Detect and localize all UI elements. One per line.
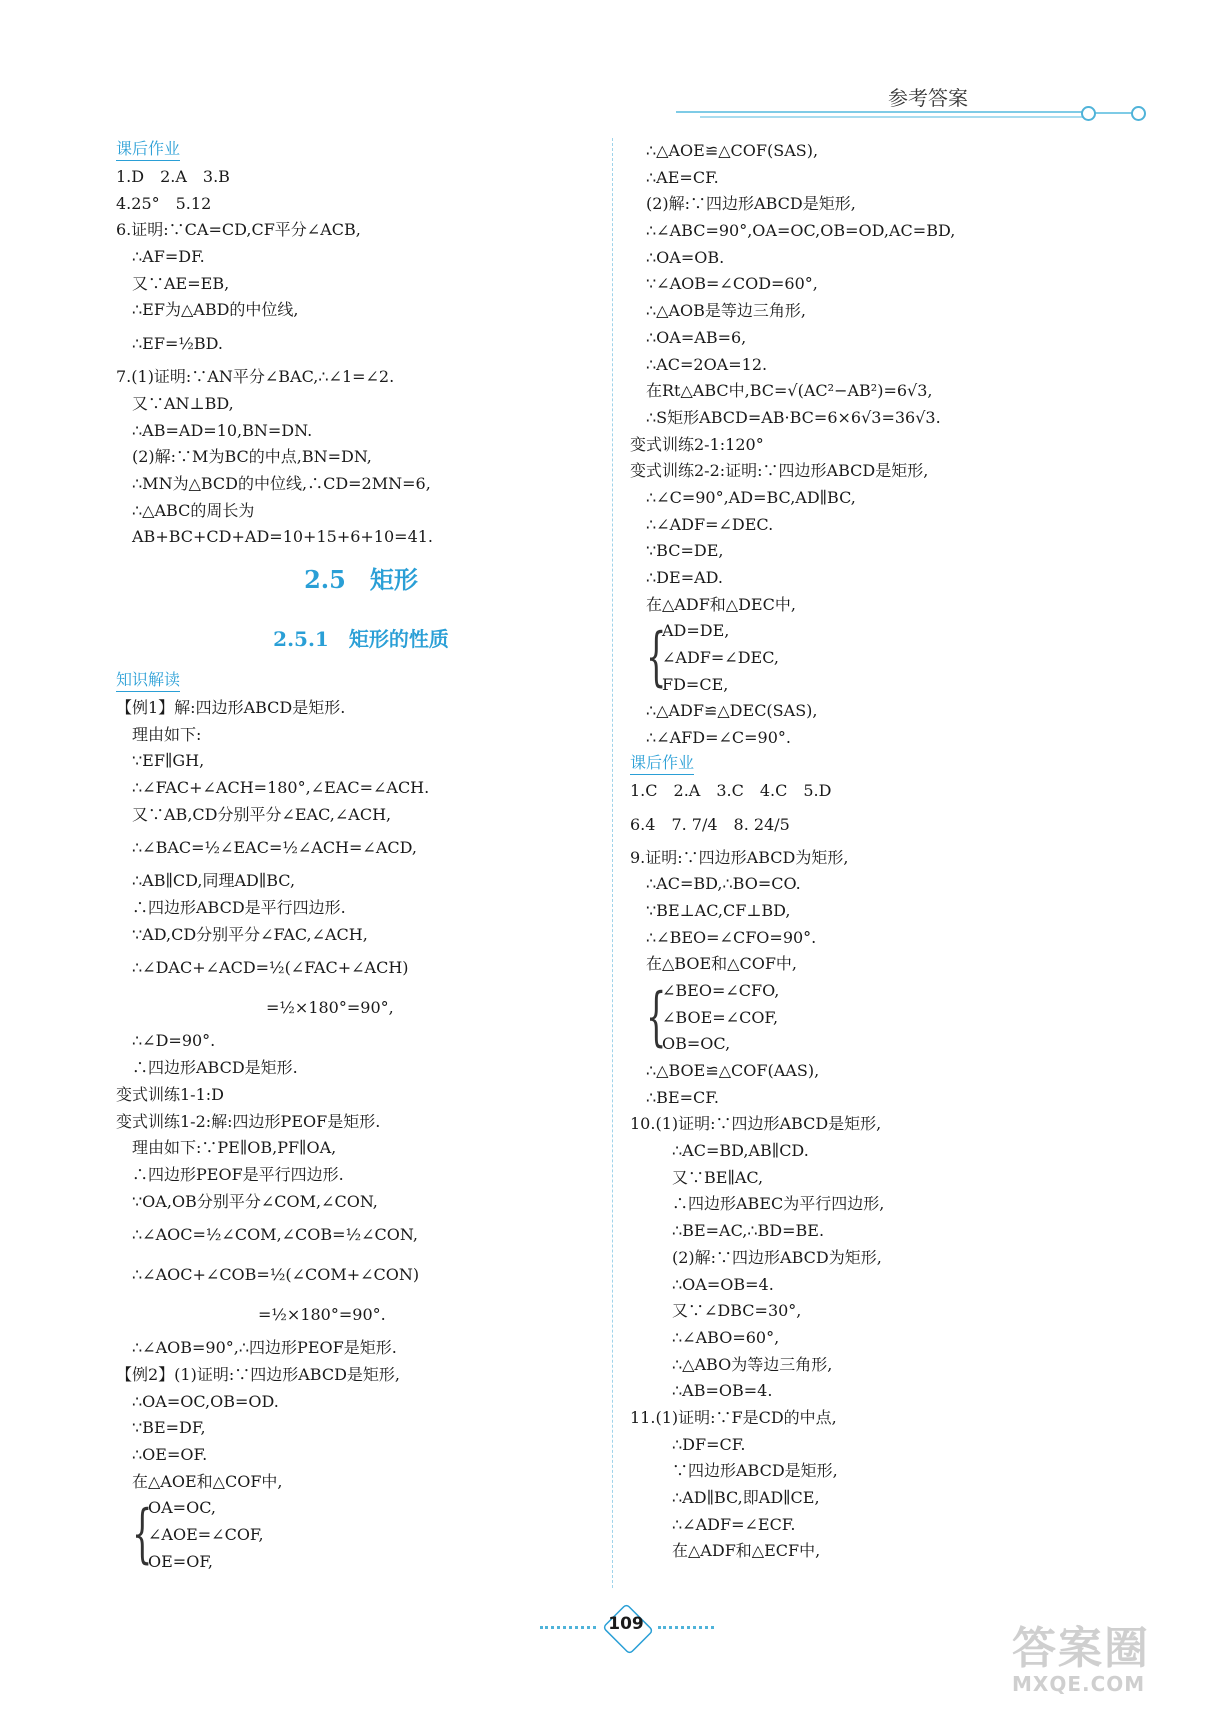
- answer-line: ∴OA=OB.: [646, 247, 725, 267]
- page-header-title: 参考答案: [888, 86, 968, 110]
- answer-line: ∵AD,CD分别平分∠FAC,∠ACH,: [132, 924, 368, 944]
- answer-line: ∴∠AFD=∠C=90°.: [646, 728, 791, 748]
- watermark-url: MXQE.COM: [1012, 1672, 1146, 1696]
- section-label: 知识解读: [116, 669, 180, 692]
- answer-line: 6.证明:∵CA=CD,CF平分∠ACB,: [116, 220, 361, 240]
- answer-line: ∴四边形ABCD是矩形.: [132, 1058, 298, 1078]
- answer-line: 变式训练2-2:证明:∵四边形ABCD是矩形,: [630, 461, 929, 481]
- equation-system: [630, 978, 1150, 1058]
- answer-line: ∴DE=AD.: [646, 568, 723, 587]
- header-circle-icon: [1081, 106, 1096, 121]
- answer-line: ∴AC=BD,AB∥CD.: [672, 1141, 809, 1161]
- header-rule-tail: [1095, 112, 1135, 114]
- answer-line: 理由如下:∵PE∥OB,PF∥OA,: [132, 1138, 337, 1158]
- answer-line: ∴△ABO为等边三角形,: [672, 1354, 833, 1374]
- system-line: OB=OC,: [662, 1034, 731, 1054]
- answer-line: ∵BE=DF,: [132, 1418, 206, 1438]
- answer-line: ∴OE=OF.: [132, 1445, 208, 1464]
- system-line: ∠AOE=∠COF,: [148, 1525, 264, 1545]
- answer-line: ∴∠AOC+∠COB=½(∠COM+∠CON): [132, 1265, 420, 1285]
- answer-line: ∴∠ABO=60°,: [672, 1327, 780, 1347]
- answer-line: ∴OA=OB=4.: [672, 1274, 774, 1294]
- brace-icon: {: [646, 979, 667, 1054]
- answer-line: =½×180°=90°,: [266, 998, 394, 1018]
- system-line: OE=OF,: [148, 1551, 214, 1571]
- answer-line: 又∵AE=EB,: [132, 273, 230, 293]
- answer-line: ∴△ADF≌△DEC(SAS),: [646, 701, 818, 721]
- answer-line: 变式训练2-1:120°: [630, 434, 764, 454]
- section-label: 课后作业: [116, 138, 180, 161]
- answer-line: ∴AB=AD=10,BN=DN.: [132, 420, 313, 440]
- answer-line: (2)解:∵M为BC的中点,BN=DN,: [132, 447, 372, 467]
- left-column: [116, 138, 606, 1575]
- subchapter-title: 2.5.1 矩形的性质: [273, 626, 449, 651]
- answer-line: ∴四边形PEOF是平行四边形.: [132, 1164, 344, 1184]
- answer-line: ∴∠BEO=∠CFO=90°.: [646, 927, 817, 947]
- answer-line: ∴四边形ABEC为平行四边形,: [672, 1194, 885, 1214]
- answer-line: 10.(1)证明:∵四边形ABCD是矩形,: [630, 1114, 882, 1134]
- answer-line: 4.25° 5.12: [116, 193, 212, 213]
- answer-line: 在△BOE和△COF中,: [646, 954, 798, 974]
- dotted-rule: [540, 1626, 596, 1629]
- answer-line: ∴DF=CF.: [672, 1434, 746, 1454]
- equation-system: [116, 1495, 606, 1575]
- answer-line: ∴AE=CF.: [646, 167, 719, 187]
- answer-line: ∴BE=AC,∴BD=BE.: [672, 1221, 825, 1241]
- system-line: AD=DE,: [662, 621, 730, 641]
- answer-line: ∴∠ADF=∠DEC.: [646, 514, 774, 534]
- answer-line: 在△ADF和△DEC中,: [646, 594, 796, 614]
- answer-line: 在△ADF和△ECF中,: [672, 1541, 821, 1561]
- answer-line: ∵∠AOB=∠COD=60°,: [646, 274, 818, 294]
- right-column: [630, 138, 1150, 1565]
- answer-line: ∵BE⊥AC,CF⊥BD,: [646, 900, 791, 920]
- answer-line: 在△AOE和△COF中,: [132, 1471, 283, 1491]
- answer-line: ∴∠C=90°,AD=BC,AD∥BC,: [646, 487, 856, 507]
- answer-line: ∴AB∥CD,同理AD∥BC,: [132, 871, 296, 891]
- answer-line: (2)解:∵四边形ABCD为矩形,: [672, 1247, 882, 1267]
- answer-line: ∵四边形ABCD是矩形,: [672, 1461, 838, 1481]
- page-number: 109: [608, 1614, 644, 1634]
- answer-line: 又∵AN⊥BD,: [132, 393, 234, 413]
- answer-line: (2)解:∵四边形ABCD是矩形,: [646, 194, 856, 214]
- answer-line: 1.C 2.A 3.C 4.C 5.D: [630, 780, 832, 800]
- answer-line: ∴AD∥BC,即AD∥CE,: [672, 1488, 820, 1507]
- answer-line: 【例1】解:四边形ABCD是矩形.: [116, 697, 346, 717]
- answer-line: 6.4 7. 7/4 8. 24/5: [630, 814, 790, 834]
- answer-line: 【例2】(1)证明:∵四边形ABCD是矩形,: [116, 1364, 401, 1384]
- answer-line: AB+BC+CD+AD=10+15+6+10=41.: [132, 527, 434, 547]
- system-line: ∠BEO=∠CFO,: [662, 980, 780, 1000]
- brace-icon: {: [646, 620, 667, 695]
- answer-line: =½×180°=90°.: [258, 1305, 386, 1325]
- answer-line: 又∵∠DBC=30°,: [672, 1301, 802, 1321]
- answer-line: ∴△AOB是等边三角形,: [646, 301, 807, 321]
- answer-line: 变式训练1-1:D: [116, 1084, 224, 1104]
- system-line: ∠BOE=∠COF,: [662, 1007, 779, 1027]
- answer-line: ∴MN为△BCD的中位线,∴CD=2MN=6,: [132, 473, 431, 493]
- header-rule-secondary: [700, 116, 1088, 118]
- column-divider: [612, 138, 613, 1588]
- answer-line: 在Rt△ABC中,BC=√(AC²−AB²)=6√3,: [646, 381, 933, 401]
- answer-line: ∴∠DAC+∠ACD=½(∠FAC+∠ACH): [132, 958, 409, 978]
- answer-line: ∴∠AOC=½∠COM,∠COB=½∠CON,: [132, 1225, 418, 1245]
- answer-line: ∴△AOE≌△COF(SAS),: [646, 141, 819, 160]
- answer-line: ∴△BOE≌△COF(AAS),: [646, 1061, 820, 1080]
- watermark-logo-text: 答案圈: [1012, 1623, 1150, 1674]
- answer-line: ∴∠FAC+∠ACH=180°,∠EAC=∠ACH.: [132, 778, 430, 797]
- system-line: OA=OC,: [148, 1498, 216, 1518]
- answer-line: ∴AC=BD,∴BO=CO.: [646, 874, 801, 894]
- answer-line: ∴∠AOB=90°,∴四边形PEOF是矩形.: [132, 1338, 397, 1358]
- chapter-title: 2.5 矩形: [304, 564, 418, 594]
- answer-line: ∴四边形ABCD是平行四边形.: [132, 898, 346, 918]
- answer-line: ∵OA,OB分别平分∠COM,∠CON,: [132, 1191, 378, 1211]
- answer-line: ∴EF为△ABD的中位线,: [132, 300, 299, 320]
- answer-line: ∵BC=DE,: [646, 541, 724, 561]
- answer-line: ∴OA=OC,OB=OD.: [132, 1391, 279, 1411]
- section-label: 课后作业: [630, 752, 694, 775]
- answer-line: 9.证明:∵四边形ABCD为矩形,: [630, 847, 849, 867]
- header-rule: [676, 111, 1088, 113]
- answer-line: 7.(1)证明:∵AN平分∠BAC,∴∠1=∠2.: [116, 367, 395, 387]
- answer-line: 又∵BE∥AC,: [672, 1167, 764, 1187]
- page-number-badge: [540, 1602, 720, 1652]
- answer-line: ∴EF=½BD.: [132, 334, 223, 354]
- answer-line: 理由如下:: [132, 724, 202, 744]
- answer-line: ∴AF=DF.: [132, 247, 205, 267]
- answer-line: ∴∠ABC=90°,OA=OC,OB=OD,AC=BD,: [646, 221, 956, 241]
- answer-line: ∴AC=2OA=12.: [646, 354, 768, 374]
- system-line: ∠ADF=∠DEC,: [662, 648, 779, 668]
- header-circle-icon: [1131, 106, 1146, 121]
- watermark-logo: [1012, 1612, 1212, 1712]
- answer-line: ∴∠ADF=∠ECF.: [672, 1514, 796, 1534]
- answer-line: ∴AB=OB=4.: [672, 1381, 773, 1401]
- equation-system: [630, 618, 1150, 698]
- answer-line: 1.D 2.A 3.B: [116, 167, 230, 186]
- brace-icon: {: [132, 1497, 153, 1572]
- dotted-rule: [658, 1626, 714, 1629]
- answer-line: ∴BE=CF.: [646, 1087, 719, 1107]
- answer-line: ∴∠BAC=½∠EAC=½∠ACH=∠ACD,: [132, 838, 417, 858]
- answer-line: 变式训练1-2:解:四边形PEOF是矩形.: [116, 1111, 381, 1131]
- answer-line: ∴△ABC的周长为: [132, 500, 255, 520]
- answer-line: ∵EF∥GH,: [132, 751, 205, 771]
- answer-line: ∴∠D=90°.: [132, 1031, 216, 1051]
- answer-line: ∴S矩形ABCD=AB·BC=6×6√3=36√3.: [646, 407, 941, 427]
- answer-line: 11.(1)证明:∵F是CD的中点,: [630, 1407, 837, 1427]
- answer-line: 又∵AB,CD分别平分∠EAC,∠ACH,: [132, 804, 392, 824]
- system-line: FD=CE,: [662, 674, 729, 694]
- answer-line: ∴OA=AB=6,: [646, 327, 747, 347]
